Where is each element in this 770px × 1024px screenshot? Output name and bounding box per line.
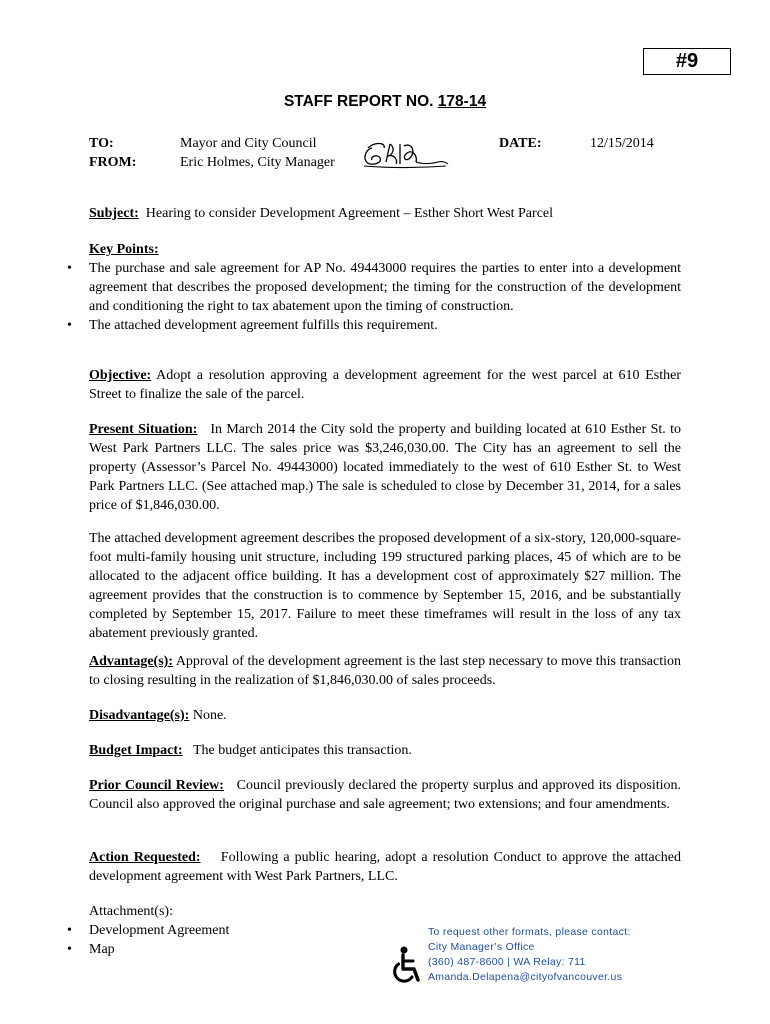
advantages-text: Approval of the development agreement is the last step necessary to move this transaction to closing resulting in the realization of $1,846,030.00 of sales proceeds. <box>89 654 681 688</box>
from-value: Eric Holmes, City Manager <box>180 155 335 170</box>
attachments-label: Attachment(s): <box>89 904 173 919</box>
to-value: Mayor and City Council <box>180 136 317 151</box>
contact-line-request: To request other formats, please contact: <box>428 926 631 938</box>
advantages-section <box>89 653 681 691</box>
signature-mark <box>360 134 450 174</box>
disadvantages-section <box>89 707 681 726</box>
contact-info <box>428 925 631 985</box>
objective-text: Adopt a resolution approving a development agreement for the west parcel at 610 Esther Street to finalize the sale of the parcel. <box>89 368 681 402</box>
report-number: 178-14 <box>437 93 487 110</box>
present-situation-section <box>89 421 681 516</box>
action-requested-text: Following a public hearing, adopt a resolution Conduct to approve the attached development agreement with West Park Partners, LLC. <box>89 850 681 884</box>
prior-review-section <box>89 777 681 815</box>
description-text: The attached development agreement describes the proposed development of a six-story, 120,000-square-foot multi-family housing unit structure, including 199 structured parking places, 45 of which are to be allocated to the adjacent office building. It has a development cost of approximately $27 million. The agreement provides that the construction is to commence by September 15, 2016, and be substantially completed by September 15, 2017. Failure to meet these timeframes will result in the loss of any tax abatement previously granted. <box>89 531 681 641</box>
date-value: 12/15/2014 <box>590 136 654 151</box>
action-requested-label: Action Requested: <box>89 850 201 865</box>
disadvantages-label: Disadvantage(s): <box>89 708 190 723</box>
budget-impact-text: The budget anticipates this transaction. <box>192 743 412 758</box>
disadvantages-text: None. <box>192 708 227 723</box>
subject-label: Subject: <box>89 206 139 221</box>
contact-line-office: City Manager’s Office <box>428 941 535 953</box>
key-point-item: • The attached development agreement fulfills this requirement. <box>65 317 681 336</box>
budget-impact-section <box>89 742 681 761</box>
key-point-item: • The purchase and sale agreement for AP No. 49443000 requires the parties to enter into a development agreement that describes the proposed development; the timing for the construction of the development and conditioning the right to tax abatement upon the timing of construction. <box>65 260 681 317</box>
key-points-list <box>65 260 681 336</box>
attachments-section <box>89 903 389 960</box>
report-title <box>0 93 770 111</box>
prior-review-text: Council previously declared the property surplus and approved its disposition. Council also approved the original purchase and sale agreement; two extensions; and four amendments. <box>89 778 681 812</box>
contact-email[interactable]: Amanda.Delapena@cityofvancouver.us <box>428 971 623 983</box>
present-situation-label: Present Situation: <box>89 422 198 437</box>
contact-line-phone: (360) 487-8600 | WA Relay: 711 <box>428 956 586 968</box>
subject-text: Hearing to consider Development Agreement – Esther Short West Parcel <box>145 206 554 221</box>
description-section <box>89 530 681 643</box>
objective-section <box>89 367 681 405</box>
report-title-prefix: STAFF REPORT NO. <box>283 93 438 110</box>
wheelchair-icon <box>389 945 423 985</box>
prior-review-label: Prior Council Review: <box>89 778 224 793</box>
attachment-item: • Development Agreement <box>65 922 389 941</box>
objective-label: Objective: <box>89 368 152 383</box>
attachments-list <box>65 922 389 960</box>
subject-section <box>89 205 681 224</box>
agenda-number: #9 <box>643 48 731 75</box>
from-label: FROM: <box>89 155 137 170</box>
date-label: DATE: <box>499 136 542 151</box>
attachment-item: • Map <box>65 941 389 960</box>
key-points-section <box>89 241 681 336</box>
budget-impact-label: Budget Impact: <box>89 743 183 758</box>
present-situation-text: In March 2014 the City sold the property and building located at 610 Esther St. to West Park Partners LLC. The sales price was $3,246,030.00. The City has an agreement to sell the property (Assessor’s Parcel No. 49443000) located immediately to the west of 610 Esther St. to West Park Partners LLC. (See attached map.) The sale is scheduled to close by December 31, 2014, for a sales price of $1,846,030.00. <box>89 422 682 513</box>
to-label: TO: <box>89 136 114 151</box>
action-requested-section <box>89 849 681 887</box>
advantages-label: Advantage(s): <box>89 654 173 669</box>
key-points-label: Key Points: <box>89 242 159 257</box>
